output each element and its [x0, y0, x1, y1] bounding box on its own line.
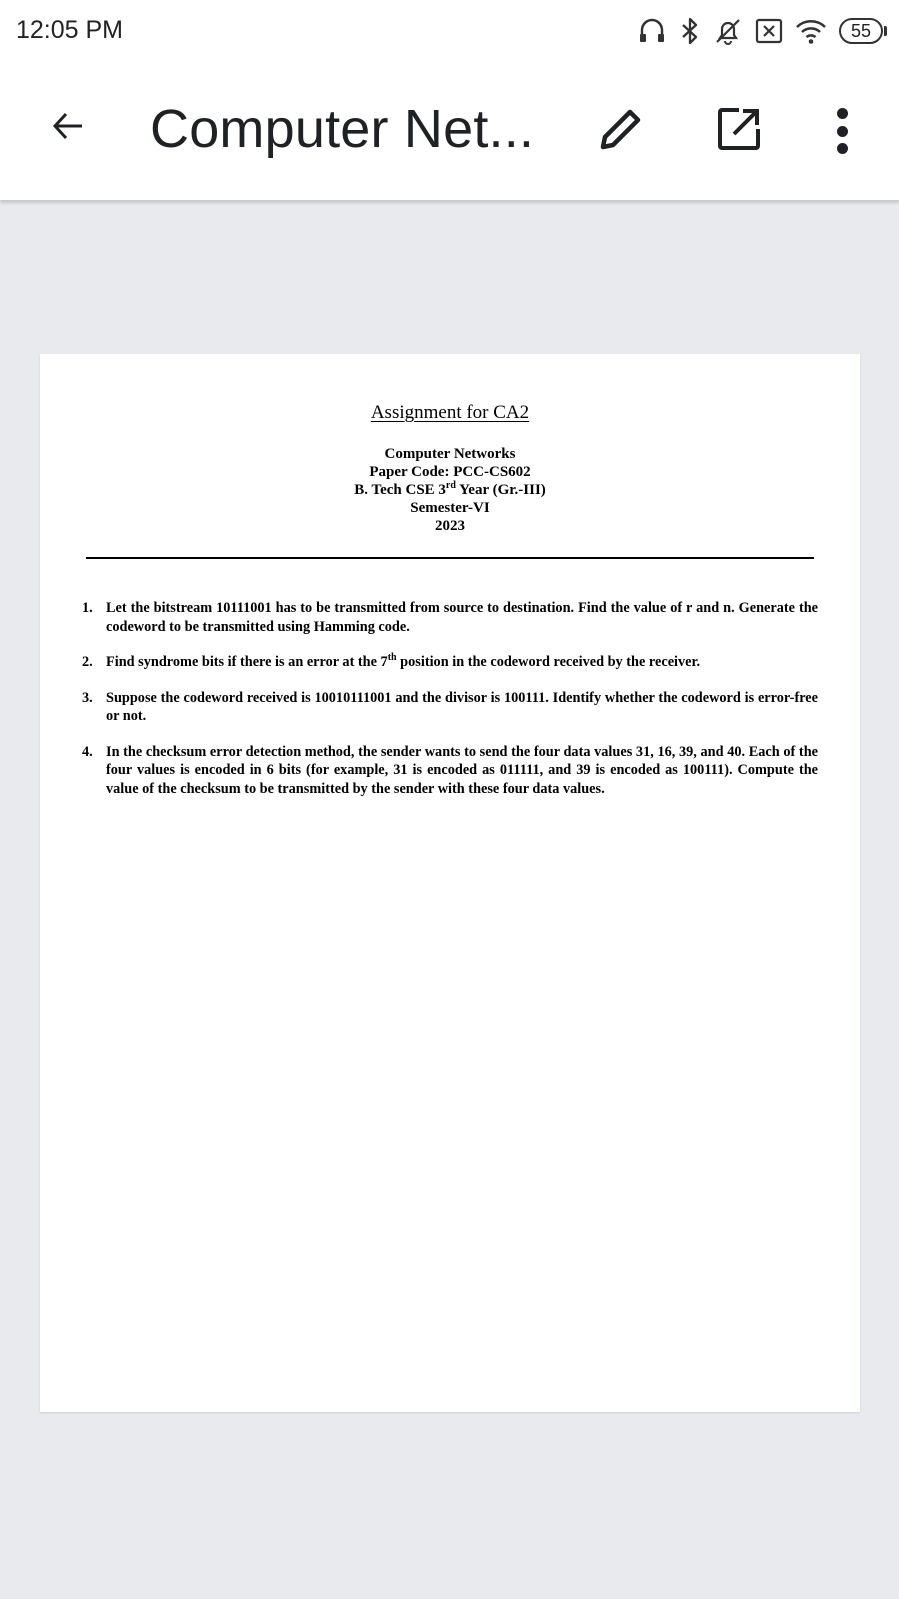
subject-line: Computer Networks	[384, 446, 516, 462]
document-page	[40, 354, 860, 1412]
back-arrow-icon	[51, 109, 85, 148]
assignment-title: Assignment for CA2	[370, 402, 530, 423]
bluetooth-icon	[679, 16, 701, 46]
question-item: 2. Find syndrome bits if there is an error at the 7th position in the codeword received by the receiver.	[82, 653, 818, 672]
document-header	[40, 445, 860, 535]
edit-pencil-icon	[596, 104, 646, 159]
back-button[interactable]	[44, 104, 92, 152]
status-time: 12:05 PM	[16, 16, 124, 44]
question-item: 3. Suppose the codeword received is 10010111001 and the divisor is 100111. Identify whether the codeword is error-free or not.	[82, 689, 818, 724]
document-title: Computer Net...	[150, 99, 535, 159]
status-bar	[0, 0, 899, 62]
question-text: Suppose the codeword received is 10010111001 and the divisor is 100111. Identify whether the codeword is error-free or not.	[106, 689, 818, 724]
battery-level: 55	[839, 18, 883, 44]
question-list	[82, 599, 818, 815]
headphones-icon	[637, 16, 667, 46]
mute-icon	[713, 16, 743, 46]
more-options-button[interactable]	[822, 102, 862, 160]
course-line: B. Tech CSE 3rd Year (Gr.-III)	[354, 480, 546, 498]
more-vert-icon	[837, 108, 848, 119]
question-text: Find syndrome bits if there is an error at the 7th position in the codeword received by the receiver.	[106, 652, 701, 670]
paper-code-line: Paper Code: PCC-CS602	[369, 464, 531, 480]
header-divider	[86, 557, 814, 559]
app-bar	[0, 62, 899, 200]
status-icons	[637, 14, 887, 48]
edit-button[interactable]	[594, 104, 648, 158]
semester-line: Semester-VI	[410, 500, 490, 516]
year-line: 2023	[435, 518, 465, 534]
close-box-icon	[755, 17, 783, 45]
question-text: Let the bitstream 10111001 has to be transmitted from source to destination. Find the value of r and n. Generate the codeword to be transmitted using Hamming code.	[106, 600, 818, 635]
open-external-icon	[716, 106, 762, 157]
question-text: In the checksum error detection method, the sender wants to send the four data values 31, 16, 39, and 40. Each of the four values is encoded in 6 bits (for example, 31 is encoded as 011111, and 39 is encoded as 100111). Compute the value of the checksum to be transmitted by the sender with these four data values.	[106, 743, 818, 797]
wifi-icon	[795, 16, 827, 46]
battery-icon	[839, 18, 887, 44]
question-item: 1. Let the bitstream 10111001 has to be transmitted from source to destination. Find the value of r and n. Generate the codeword to be transmitted using Hamming code.	[82, 600, 818, 635]
question-item: 4. In the checksum error detection method, the sender wants to send the four data values 31, 16, 39, and 40. Each of the four values is encoded in 6 bits (for example, 31 is encoded as 011111, and 39 is encoded as 100111). Compute the value of the checksum to be transmitted by the sender with these four data values.	[82, 743, 818, 797]
open-external-button[interactable]	[712, 104, 766, 158]
